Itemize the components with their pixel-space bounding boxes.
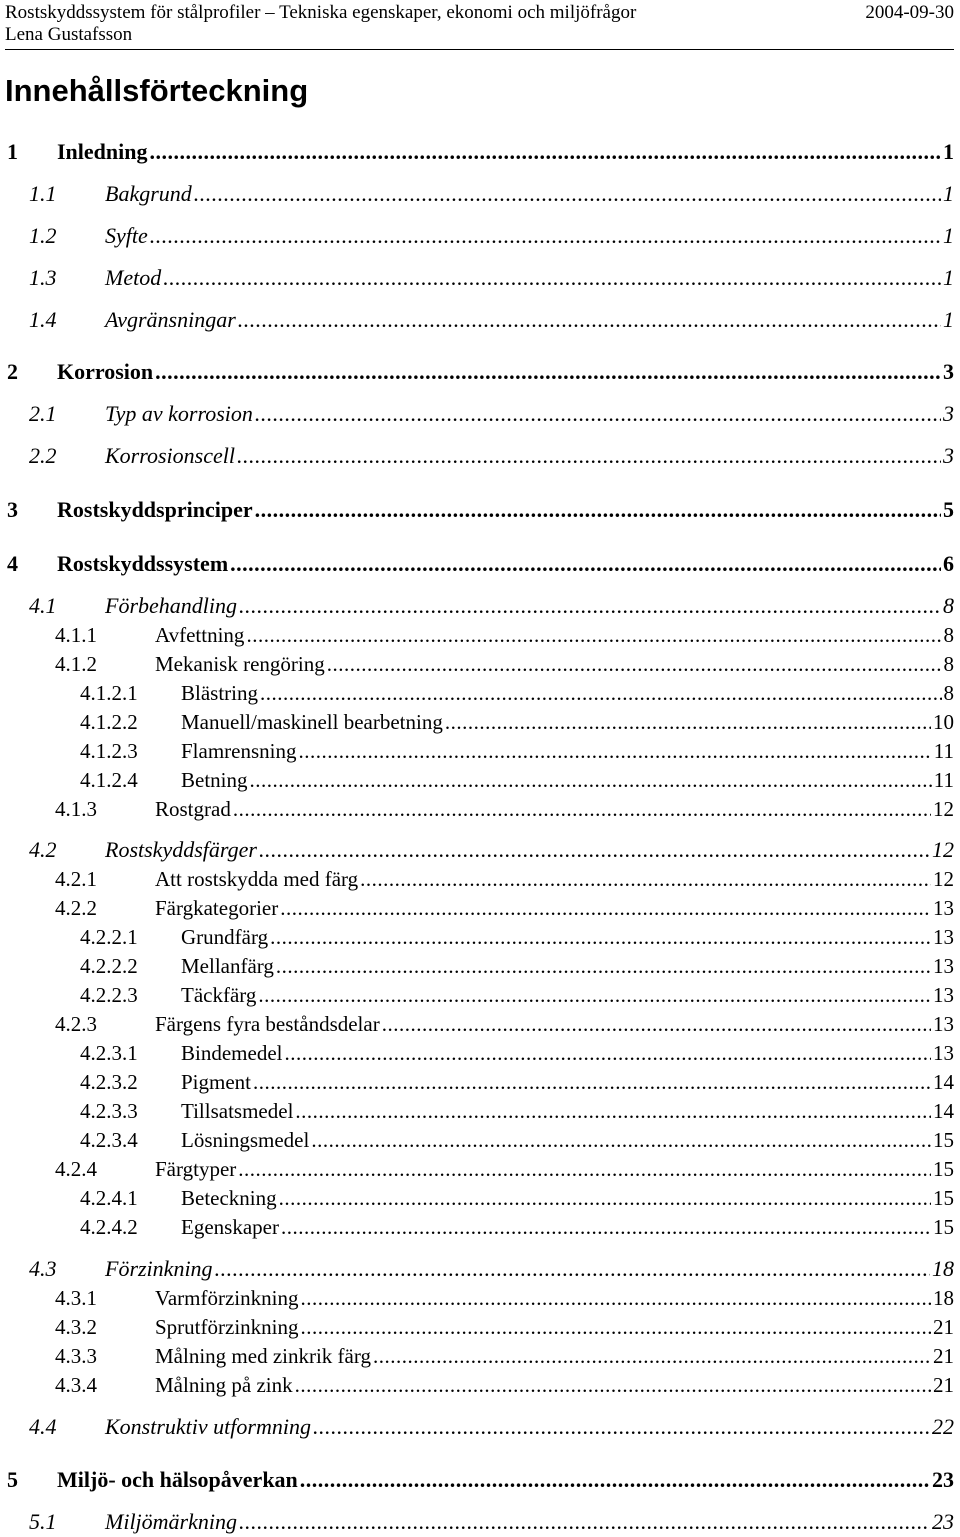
toc-entry-number: 1 [7,139,18,164]
toc-entry-number: 4.2.1 [55,867,97,891]
toc-entry-title: Färgens fyra beståndsdelar [155,1012,380,1036]
toc-entry-number: 5.1 [29,1509,57,1534]
toc-entry-page: 6 [943,551,954,576]
toc-entry-page: 8 [943,593,954,618]
toc-leader-dots [238,306,941,334]
toc-entry[interactable] [29,400,954,428]
toc-entry-number: 4.3.1 [55,1286,97,1310]
toc-entry-title: Korrosionscell [105,443,235,468]
toc-leader-dots [279,1184,931,1212]
toc-entry-title: Mekanisk rengöring [155,652,325,676]
toc-entry-title: Syfte [105,223,148,248]
toc-entry-page: 1 [943,223,954,248]
toc-entry-title: Lösningsmedel [181,1128,310,1152]
toc-entry-page: 1 [943,139,954,164]
toc-entry-title: Rostskyddsprinciper [57,497,253,522]
toc-entry-number: 4.2 [29,837,57,862]
toc-entry-title: Korrosion [57,359,154,384]
toc-leader-dots [259,836,930,864]
toc-leader-dots [255,400,941,428]
toc-entry-page: 13 [933,954,954,978]
toc-entry-page: 3 [943,443,954,468]
toc-leader-dots [155,358,941,386]
toc-entry-page: 13 [933,896,954,920]
toc-entry-page: 21 [933,1315,954,1339]
toc-entry-title: Pigment [181,1070,252,1094]
toc-entry-page: 8 [943,652,954,676]
toc-entry-title: Betning [181,768,248,792]
toc-entry-title: Flamrensning [181,739,297,763]
toc-entry-page: 10 [933,710,954,734]
toc-entry[interactable] [7,1466,954,1494]
toc-entry[interactable] [29,1255,954,1283]
toc-entry-number: 4.1 [29,593,57,618]
toc-leader-dots [373,1342,931,1370]
toc-entry-title: Inledning [57,139,148,164]
toc-entry-title: Rostskyddssystem [57,551,229,576]
toc-entry-page: 13 [933,925,954,949]
toc-leader-dots [360,865,931,893]
toc-entry-page: 21 [933,1344,954,1368]
toc-leader-dots [238,1155,931,1183]
toc-leader-dots [250,766,932,794]
toc-leader-dots [445,708,931,736]
toc-leader-dots [163,264,941,292]
toc-entry-page: 11 [933,739,954,763]
toc-entry-title: Bindemedel [181,1041,283,1065]
toc-entry-page: 15 [933,1128,954,1152]
toc-entry-number: 1.4 [29,307,57,332]
toc-entry-title: Konstruktiv utformning [105,1414,311,1439]
toc-entry-number: 4.2.4 [55,1157,97,1181]
toc-entry-number: 4.4 [29,1414,57,1439]
toc-entry-number: 4.2.3.1 [80,1041,138,1065]
toc-entry-number: 4.1.2.2 [80,710,138,734]
toc-entry-title: Miljö- och hälsopåverkan [57,1467,298,1492]
toc-entry-number: 4.2.2.2 [80,954,138,978]
toc-entry-number: 4.2.3 [55,1012,97,1036]
toc-leader-dots [239,1508,930,1536]
toc-entry-page: 15 [933,1157,954,1181]
toc-entry-number: 4.2.4.1 [80,1186,138,1210]
toc-entry[interactable] [55,865,954,893]
toc-entry[interactable] [55,795,954,823]
toc-entry-number: 4.2.2.1 [80,925,138,949]
toc-entry-title: Färgkategorier [155,896,279,920]
toc-entry-title: Rostgrad [155,797,231,821]
toc-entry-number: 4 [7,551,18,576]
toc-leader-dots [239,592,941,620]
toc-entry-page: 18 [933,1286,954,1310]
toc-entry-title: Sprutförzinkning [155,1315,299,1339]
document-header-date: 2004-09-30 [865,2,954,23]
toc-entry-number: 1.2 [29,223,57,248]
toc-entry-page: 8 [943,623,954,647]
toc-leader-dots [281,1213,931,1241]
toc-leader-dots [237,442,941,470]
toc-entry[interactable] [80,1097,954,1125]
toc-entry-number: 1.1 [29,181,57,206]
toc-entry-page: 15 [933,1186,954,1210]
toc-entry[interactable] [80,1213,954,1241]
toc-entry-page: 3 [943,359,954,384]
toc-entry-title: Avgränsningar [105,307,236,332]
toc-entry-page: 12 [932,837,954,862]
toc-entry-title: Manuell/maskinell bearbetning [181,710,443,734]
toc-leader-dots [255,496,941,524]
toc-entry-title: Att rostskydda med färg [155,867,359,891]
toc-entry-title: Mellanfärg [181,954,274,978]
toc-entry-title: Målning på zink [155,1373,293,1397]
toc-entry-title: Beteckning [181,1186,277,1210]
toc-entry-page: 21 [933,1373,954,1397]
toc-entry-number: 4.1.3 [55,797,97,821]
toc-entry-title: Tillsatsmedel [181,1099,294,1123]
toc-entry-number: 4.3.4 [55,1373,97,1397]
toc-leader-dots [311,1126,931,1154]
toc-entry-title: Avfettning [155,623,245,647]
toc-entry-page: 22 [932,1414,954,1439]
toc-leader-dots [270,923,931,951]
toc-entry-title: Bakgrund [105,181,192,206]
toc-entry-title: Blästring [181,681,258,705]
toc-entry-title: Förbehandling [105,593,237,618]
toc-entry[interactable] [7,550,954,578]
toc-entry-number: 4.2.2 [55,896,97,920]
toc-leader-dots [215,1255,930,1283]
toc-entry-page: 23 [932,1509,954,1534]
toc-entry-title: Egenskaper [181,1215,279,1239]
toc-entry-number: 4.1.2.3 [80,739,138,763]
toc-entry-number: 4.3 [29,1256,57,1281]
toc-entry-number: 1.3 [29,265,57,290]
toc-entry[interactable] [7,358,954,386]
toc-entry-title: Metod [105,265,162,290]
toc-leader-dots [253,1068,931,1096]
toc-leader-dots [295,1097,931,1125]
toc-entry[interactable] [7,496,954,524]
toc-entry[interactable] [29,442,954,470]
toc-entry-number: 4.2.2.3 [80,983,138,1007]
toc-entry-page: 8 [943,681,954,705]
toc-entry[interactable] [29,592,954,620]
toc-entry-page: 14 [933,1099,954,1123]
toc-entry[interactable] [80,708,954,736]
toc-entry-number: 4.2.4.2 [80,1215,138,1239]
toc-entry-number: 4.2.3.3 [80,1099,138,1123]
toc-leader-dots [230,550,941,578]
toc-entry[interactable] [80,1039,954,1067]
toc-entry[interactable] [55,621,954,649]
toc-leader-dots [258,981,931,1009]
document-header-title: Rostskyddssystem för stålprofiler – Tekniska egenskaper, ekonomi och miljöfrågor [5,2,637,23]
toc-entry[interactable] [80,766,954,794]
toc-leader-dots [233,795,931,823]
toc-entry-title: Målning med zinkrik färg [155,1344,371,1368]
toc-entry[interactable] [55,894,954,922]
toc-entry[interactable] [55,650,954,678]
toc-entry[interactable] [7,138,954,166]
toc-entry-page: 12 [933,867,954,891]
toc-leader-dots [280,894,931,922]
toc-entry-number: 4.2.3.4 [80,1128,138,1152]
toc-entry-page: 13 [933,983,954,1007]
toc-heading: Innehållsförteckning [5,73,309,108]
toc-entry[interactable] [29,1413,954,1441]
toc-leader-dots [150,138,942,166]
toc-entry[interactable] [80,1184,954,1212]
toc-entry[interactable] [55,1313,954,1341]
toc-entry[interactable] [80,952,954,980]
toc-entry-page: 3 [943,401,954,426]
toc-entry-number: 2.2 [29,443,57,468]
toc-entry-page: 18 [932,1256,954,1281]
toc-leader-dots [382,1010,931,1038]
toc-entry[interactable] [80,923,954,951]
toc-entry-page: 5 [943,497,954,522]
toc-entry-number: 2.1 [29,401,57,426]
toc-leader-dots [300,1313,931,1341]
toc-leader-dots [313,1413,930,1441]
toc-entry-title: Miljömärkning [105,1509,237,1534]
toc-leader-dots [284,1039,931,1067]
toc-leader-dots [299,737,932,765]
toc-entry-title: Förzinkning [105,1256,213,1281]
toc-entry-title: Typ av korrosion [105,401,253,426]
toc-entry-number: 4.1.1 [55,623,97,647]
toc-entry-number: 4.1.2.4 [80,768,138,792]
toc-entry-number: 5 [7,1467,18,1492]
toc-entry-number: 4.3.2 [55,1315,97,1339]
toc-entry-number: 4.1.2.1 [80,681,138,705]
toc-entry[interactable] [29,222,954,250]
toc-entry[interactable] [80,981,954,1009]
toc-entry-title: Varmförzinkning [155,1286,299,1310]
toc-leader-dots [194,180,941,208]
toc-entry[interactable] [55,1284,954,1312]
toc-entry[interactable] [55,1155,954,1183]
toc-entry-page: 1 [943,181,954,206]
toc-entry-title: Färgtyper [155,1157,237,1181]
toc-entry-number: 4.1.2 [55,652,97,676]
toc-leader-dots [300,1466,930,1494]
toc-entry[interactable] [29,836,954,864]
toc-entry[interactable] [80,1068,954,1096]
toc-leader-dots [327,650,942,678]
toc-entry[interactable] [80,1126,954,1154]
toc-entry-page: 23 [932,1467,954,1492]
toc-leader-dots [246,621,941,649]
toc-entry[interactable] [29,306,954,334]
document-header-author: Lena Gustafsson [5,24,133,45]
toc-entry-number: 2 [7,359,18,384]
toc-entry-number: 4.3.3 [55,1344,97,1368]
toc-entry-title: Grundfärg [181,925,269,949]
toc-entry-page: 1 [943,307,954,332]
toc-entry[interactable] [55,1371,954,1399]
toc-entry-page: 11 [933,768,954,792]
toc-leader-dots [150,222,941,250]
toc-entry-title: Rostskyddsfärger [105,837,257,862]
toc-leader-dots [300,1284,931,1312]
toc-entry-page: 14 [933,1070,954,1094]
toc-entry[interactable] [80,679,954,707]
toc-leader-dots [276,952,931,980]
toc-entry-page: 13 [933,1041,954,1065]
toc-entry[interactable] [55,1342,954,1370]
toc-entry-title: Täckfärg [181,983,257,1007]
toc-entry-number: 4.2.3.2 [80,1070,138,1094]
toc-entry[interactable] [29,264,954,292]
toc-entry-page: 1 [943,265,954,290]
toc-leader-dots [295,1371,931,1399]
toc-entry[interactable] [29,180,954,208]
toc-entry-page: 15 [933,1215,954,1239]
toc-entry-page: 13 [933,1012,954,1036]
toc-entry[interactable] [55,1010,954,1038]
toc-leader-dots [260,679,942,707]
toc-entry-number: 3 [7,497,18,522]
toc-entry[interactable] [80,737,954,765]
toc-entry[interactable] [29,1508,954,1536]
toc-entry-page: 12 [933,797,954,821]
